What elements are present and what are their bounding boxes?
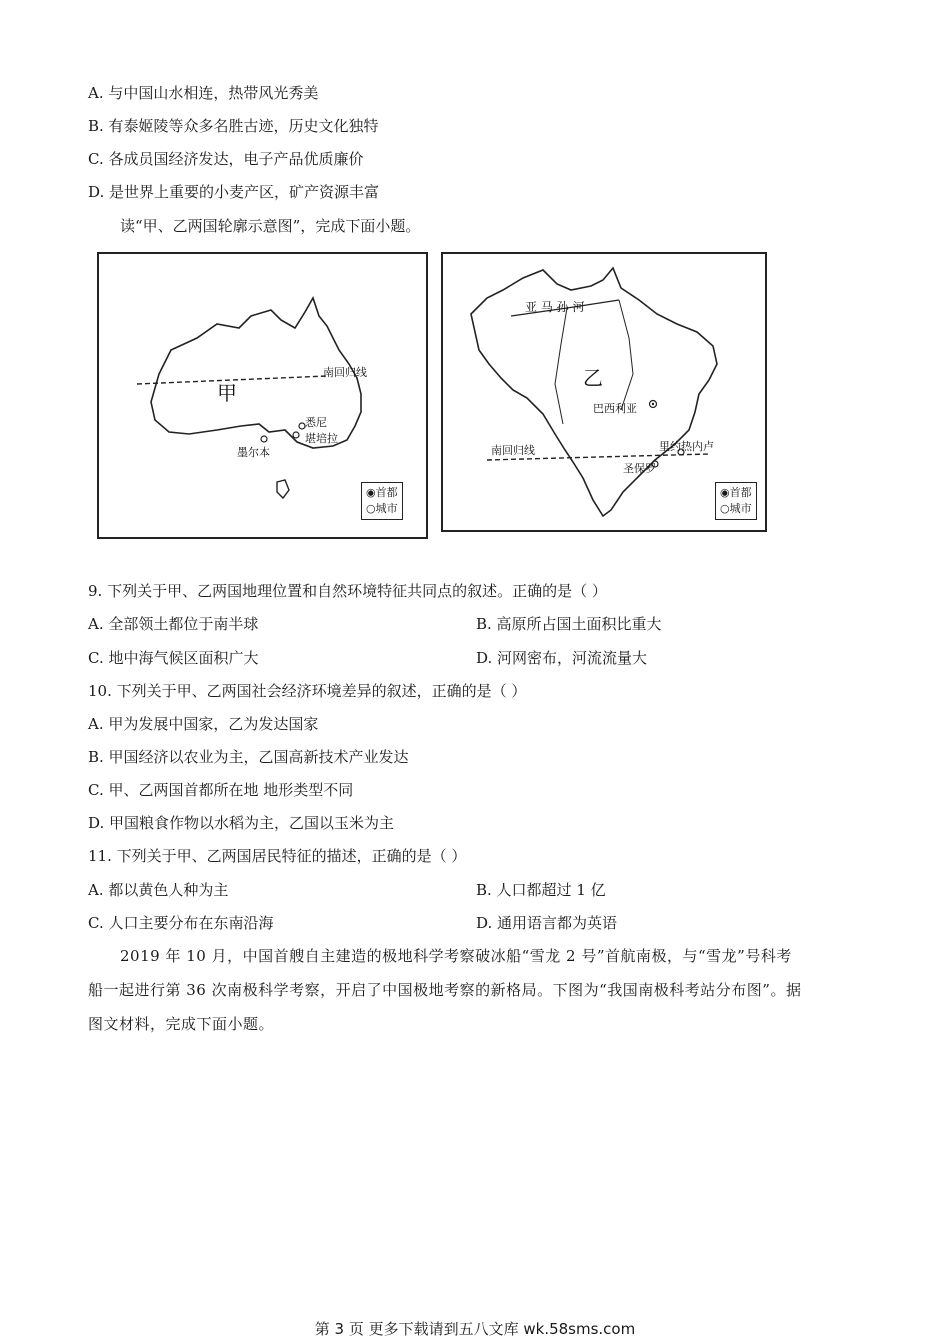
city-label-sao-paulo: 圣保罗 bbox=[623, 462, 656, 475]
q9-option-b: B. 高原所占国土面积比重大 bbox=[476, 615, 662, 633]
legend-capital: ◉首都 bbox=[366, 486, 398, 499]
tropic-label-right: 南回归线 bbox=[491, 444, 535, 457]
map-legend-left bbox=[361, 482, 403, 520]
map-country-yi bbox=[441, 252, 767, 532]
river-label-amazon: 亚 马 孙 河 bbox=[525, 300, 585, 314]
q11-option-c: C. 人口主要分布在东南沿海 bbox=[88, 914, 274, 932]
paragraph-line-3: 图文材料，完成下面小题。 bbox=[88, 1015, 275, 1033]
legend-city: ○城市 bbox=[720, 502, 752, 515]
legend-city: ○城市 bbox=[366, 502, 398, 515]
antarctic-paragraph bbox=[88, 939, 878, 1041]
maps-intro: 读“甲、乙两国轮廓示意图”，完成下面小题。 bbox=[120, 217, 421, 235]
map-legend-right bbox=[715, 482, 757, 520]
country-label-jia: 甲 bbox=[217, 381, 237, 405]
city-label-melbourne: 墨尔本 bbox=[237, 446, 270, 459]
prev-option-d: D. 是世界上重要的小麦产区，矿产资源丰富 bbox=[88, 183, 380, 201]
legend-capital: ◉首都 bbox=[720, 486, 752, 499]
q9-option-c: C. 地中海气候区面积广大 bbox=[88, 649, 259, 667]
paragraph-line-1: 2019 年 10 月，中国首艘自主建造的极地科学考察破冰船“雪龙 2 号”首航南极，与“雪龙”号科考 bbox=[120, 947, 792, 965]
q11-option-d: D. 通用语言都为英语 bbox=[476, 914, 618, 932]
paragraph-line-2: 船一起进行第 36 次南极科学考察，开启了中国极地考察的新格局。下图为“我国南极科考站分布图”。据 bbox=[88, 981, 802, 999]
q10-option-c: C. 甲、乙两国首都所在地 地形类型不同 bbox=[88, 781, 354, 799]
country-label-yi: 乙 bbox=[583, 366, 603, 390]
map-country-jia bbox=[97, 252, 428, 539]
prev-option-c: C. 各成员国经济发达，电子产品优质廉价 bbox=[88, 150, 364, 168]
q11-stem: 11. 下列关于甲、乙两国居民特征的描述，正确的是（ ） bbox=[88, 847, 467, 865]
capital-label-brasilia: 巴西利亚 bbox=[593, 402, 637, 415]
page-footer: 第 3 页 更多下载请到五八文库 wk.58sms.com bbox=[314, 1320, 636, 1338]
prev-option-b: B. 有泰姬陵等众多名胜古迹，历史文化独特 bbox=[88, 117, 379, 135]
q9-option-a: A. 全部领土都位于南半球 bbox=[88, 615, 259, 633]
q9-stem: 9. 下列关于甲、乙两国地理位置和自然环境特征共同点的叙述。正确的是（ ） bbox=[88, 582, 607, 600]
q10-option-d: D. 甲国粮食作物以水稻为主，乙国以玉米为主 bbox=[88, 814, 395, 832]
q10-option-a: A. 甲为发展中国家，乙为发达国家 bbox=[88, 715, 319, 733]
q11-option-a: A. 都以黄色人种为主 bbox=[88, 881, 229, 899]
city-label-sydney: 悉尼 bbox=[305, 416, 327, 429]
q9-option-d: D. 河网密布，河流流量大 bbox=[476, 649, 648, 667]
q10-option-b: B. 甲国经济以农业为主，乙国高新技术产业发达 bbox=[88, 748, 409, 766]
q10-stem: 10. 下列关于甲、乙两国社会经济环境差异的叙述，正确的是（ ） bbox=[88, 682, 527, 700]
prev-option-a: A. 与中国山水相连，热带风光秀美 bbox=[88, 84, 319, 102]
city-label-rio: 里约热内卢 bbox=[659, 440, 714, 453]
tropic-label-left: 南回归线 bbox=[323, 366, 367, 379]
q11-option-b: B. 人口都超过 1 亿 bbox=[476, 881, 606, 899]
city-label-canberra: 堪培拉 bbox=[305, 432, 338, 445]
